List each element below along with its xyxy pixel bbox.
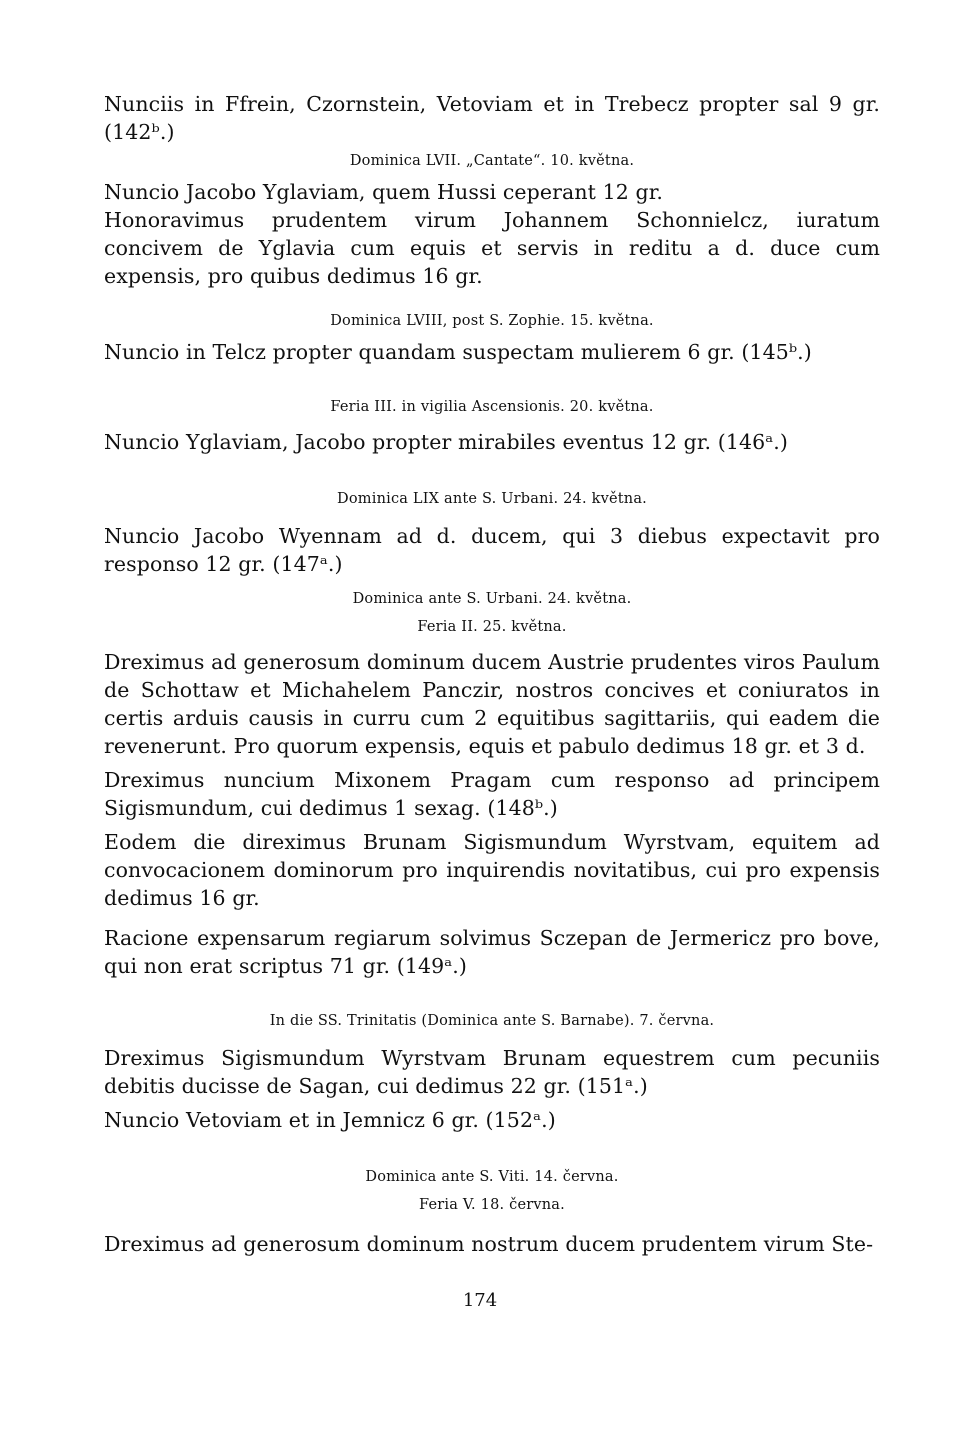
entry-direximus-mixonem: Dreximus nuncium Mixonem Pragam cum responso ad principem Sigismundum, cui dedimus 1 sexag. (148ᵇ.): [104, 768, 880, 820]
entry-nuncio-vetoviam-jemnicz: Nuncio Vetoviam et in Jemnicz 6 gr. (152ᵃ.): [104, 1108, 556, 1132]
heading-dominica-lviii: Dominica LVIII, post S. Zophie. 15. května.: [330, 313, 654, 329]
heading-dominica-lvii: Dominica LVII. „Cantate“. 10. května.: [349, 153, 635, 169]
heading-feria-iii: Feria III. in vigilia Ascensionis. 20. května.: [330, 399, 654, 415]
heading-dominica-ante-viti: Dominica ante S. Viti. 14. června.: [365, 1169, 619, 1185]
entry-direximus-austrie: Dreximus ad generosum dominum ducem Austrie prudentes viros Paulum de Schottaw et Michahelem Panczir, nostros concives et coniuratos in certis arduis causis in curru cum 2 equitibus sagittariis, qui eadem die revenerunt. Pro quorum expensis, equis et pabulo dedimus 18 gr. et 3 d.: [104, 650, 880, 758]
entry-nuncio-jacobo-yglaviam: Nuncio Jacobo Yglaviam, quem Hussi ceperant 12 gr.: [104, 180, 663, 204]
entry-direximus-sagan: Dreximus Sigismundum Wyrstvam Brunam equestrem cum pecuniis debitis ducisse de Sagan, cui dedimus 22 gr. (151ᵃ.): [104, 1046, 880, 1098]
heading-ss-trinitatis: In die SS. Trinitatis (Dominica ante S. Barnabe). 7. června.: [269, 1013, 715, 1029]
entry-nuncio-wyennam: Nuncio Jacobo Wyennam ad d. ducem, qui 3 diebus expectavit pro responso 12 gr. (147ᵃ.): [104, 524, 880, 576]
entry-honoravimus: Honoravimus prudentem virum Johannem Schonnielcz, iuratum concivem de Yglavia cum equis et servis in reditu a d. duce cum expensis, pro quibus dedimus 16 gr.: [104, 208, 880, 288]
entry-eodem-die: Eodem die direximus Brunam Sigismundum Wyrstvam, equitem ad convocacionem dominorum pro inquirendis novitatibus, cui pro expensis dedimus 16 gr.: [104, 830, 880, 910]
entry-nunciis-ffrein: Nunciis in Ffrein, Czornstein, Vetoviam et in Trebecz propter sal 9 gr. (142ᵇ.): [104, 92, 880, 144]
heading-dominica-lix: Dominica LIX ante S. Urbani. 24. května.: [337, 491, 647, 507]
entry-direximus-ste: Dreximus ad generosum dominum nostrum ducem prudentem virum Ste-: [104, 1232, 874, 1256]
entry-nuncio-telcz: Nuncio in Telcz propter quandam suspectam mulierem 6 gr. (145ᵇ.): [104, 340, 812, 364]
heading-feria-ii: Feria II. 25. května.: [417, 619, 567, 635]
page-number: 174: [462, 1290, 498, 1311]
entry-racione-expensarum: Racione expensarum regiarum solvimus Sczepan de Jermericz pro bove, qui non erat scriptus 71 gr. (149ᵃ.): [104, 926, 880, 978]
entry-nuncio-yglaviam-mirabiles: Nuncio Yglaviam, Jacobo propter mirabiles eventus 12 gr. (146ᵃ.): [104, 430, 789, 454]
heading-feria-v: Feria V. 18. června.: [419, 1197, 565, 1213]
heading-dominica-ante-urbani: Dominica ante S. Urbani. 24. května.: [352, 591, 632, 607]
